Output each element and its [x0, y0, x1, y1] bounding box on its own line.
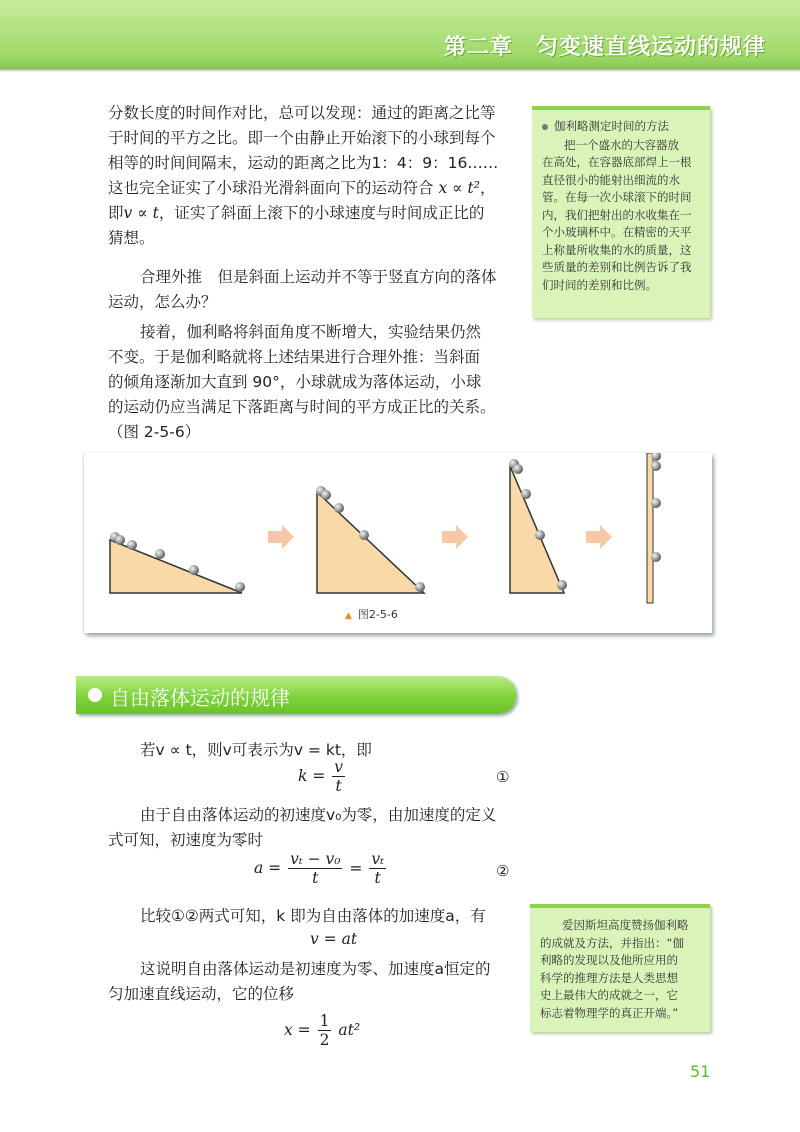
p1-comma: ，	[479, 179, 496, 197]
section-bullet-icon	[88, 688, 102, 702]
ball	[535, 530, 545, 540]
incline-ramp-2	[317, 492, 424, 593]
ball	[521, 489, 531, 499]
arrow-right-icon	[586, 525, 612, 549]
eq4-left: x =	[284, 1021, 311, 1039]
sidebar-note-line: 的成就及方法，并指出：“伽	[540, 935, 684, 950]
figure-2-5-6	[84, 453, 712, 633]
p3-line: （图 2-5-6）	[108, 423, 201, 441]
p1-line: 猜想。	[108, 229, 155, 247]
equation-1	[298, 758, 347, 795]
figure-caption	[345, 606, 398, 622]
sidebar-note-line: 管。在每一次小球滚下的时间	[542, 190, 692, 204]
ball	[321, 490, 331, 500]
p2-line: 运动，怎么办？	[108, 293, 217, 311]
equation-2	[254, 850, 388, 887]
eq1-left: k =	[298, 767, 326, 785]
eq4-fraction	[318, 1012, 332, 1049]
sidebar-note-line: 个小玻璃杯中。在精密的天平	[542, 225, 692, 239]
formula-x-prop-t2: x ∝ t²	[438, 179, 480, 197]
section-title: 自由落体运动的规律	[110, 686, 290, 710]
math-line-4b: 匀加速直线运动，它的位移	[108, 985, 295, 1003]
p2-line: 合理外推 但是斜面上运动并不等于竖直方向的落体	[140, 268, 497, 286]
sidebar-note-line: 直径很小的能射出细流的水	[542, 172, 680, 187]
eq1-denominator: t	[335, 777, 342, 795]
equation-number-2: ②	[496, 862, 510, 880]
p3-line: 的运动仍应当满足下落距离与时间的平方成正比的关系。	[108, 398, 496, 416]
math-line-3: 比较①②两式可知，k 即为自由落体的加速度a，有	[140, 907, 486, 925]
sidebar-note-title: 伽利略测定时间的方法	[554, 119, 669, 133]
ball	[235, 582, 245, 592]
sidebar-note-line: 上称量所收集的水的质量，这	[542, 242, 692, 257]
eq2-fraction-1	[288, 850, 342, 887]
equation-number-1: ①	[496, 768, 510, 786]
ball	[557, 580, 567, 590]
ball	[155, 549, 165, 559]
p1-ji: 即	[108, 204, 124, 222]
eq4-denominator: 2	[319, 1031, 330, 1049]
ball	[127, 540, 137, 550]
figure-caption-text: 图2-5-6	[357, 608, 398, 621]
ball	[513, 464, 523, 474]
ball	[334, 503, 344, 513]
paragraph-2	[108, 265, 520, 315]
ball	[189, 565, 199, 575]
paragraph-1	[108, 101, 520, 251]
p3-line: 的倾角逐渐加大直到 90°，小球就成为落体运动，小球	[108, 373, 482, 391]
sidebar-note-line: 把一个盛水的大容器放	[564, 137, 679, 152]
math-line-2b: 式可知，初速度为零时	[108, 831, 264, 849]
math-line-4a: 这说明自由落体运动是初速度为零、加速度a恒定的	[140, 960, 491, 978]
sidebar-note-line: 史上最伟大的成就之一，它	[540, 988, 678, 1002]
eq4-numerator: 1	[319, 1012, 330, 1030]
vertical-post	[647, 453, 653, 603]
math-line-2a: 由于自由落体运动的初速度v₀为零，由加速度的定义	[140, 806, 497, 824]
p1-line: 于时间的平方之比。即一个由静止开始滚下的小球到每个	[108, 129, 496, 147]
sidebar-note-einstein	[530, 904, 710, 1032]
chapter-title: 第二章 匀变速直线运动的规律	[443, 35, 766, 60]
ball	[415, 582, 425, 592]
eq1-numerator: v	[334, 758, 344, 776]
incline-ramp-3	[510, 466, 564, 593]
sidebar-note-line: 内，我们把射出的水收集在一	[542, 207, 692, 222]
p3-line: 不变。于是伽利略就将上述结果进行合理外推：当斜面	[108, 348, 481, 366]
p1-line-text: ，证实了斜面上滚下的小球速度与时间成正比的	[158, 204, 485, 222]
sidebar-note-line: 们时间的差别和比例。	[542, 277, 657, 292]
ball	[359, 530, 369, 540]
sidebar-note-line: 科学的推理方法是人类思想	[540, 970, 678, 985]
p1-line-text: 这也完全证实了小球沿光滑斜面向下的运动符合	[108, 179, 434, 197]
formula-v-prop-t: v ∝ t	[123, 204, 159, 222]
sidebar-note-timing	[532, 106, 710, 318]
p3-line: 接着，伽利略将斜面角度不断增大，实验结果仍然	[140, 323, 482, 341]
p1-line	[108, 201, 520, 226]
sidebar-note-line: 些质量的差别和比例告诉了我	[542, 260, 692, 274]
eq1-fraction	[332, 758, 345, 795]
eq2-fraction-2	[369, 850, 386, 887]
paragraph-3	[108, 320, 520, 445]
eq2-denominator-1: t	[312, 869, 319, 887]
arrow-right-icon	[442, 525, 468, 549]
eq2-numerator-1: vₜ − v₀	[290, 850, 341, 868]
p1-line	[108, 176, 520, 201]
sidebar-note-line: 在高处，在容器底部焊上一根	[542, 155, 692, 169]
page-number: 51	[690, 1062, 711, 1081]
bullet-icon	[542, 124, 548, 130]
p1-line: 分数长度的时间作对比，总可以发现：通过的距离之比等	[108, 104, 496, 122]
p1-line: 相等的时间间隔末，运动的距离之比为1：4：9：16……	[108, 154, 499, 172]
ball	[651, 498, 661, 508]
eq4-right: at²	[338, 1021, 361, 1039]
eq2-equals: =	[349, 859, 363, 877]
math-line-1: 若v ∝ t，则v可表示为v = kt，即	[140, 741, 372, 759]
triangle-icon: ▲	[345, 611, 352, 621]
sidebar-note-line: 爱因斯坦高度赞扬伽利略	[562, 918, 689, 932]
sidebar-note-line: 利略的发现以及他所应用的	[540, 953, 678, 967]
arrow-right-icon	[268, 525, 294, 549]
ball	[651, 461, 661, 471]
eq2-numerator-2: vₜ	[371, 850, 384, 868]
equation-4	[284, 1012, 360, 1049]
incline-figure-svg	[84, 453, 712, 633]
sidebar-note-line: 标志着物理学的真正开端。”	[540, 1005, 679, 1020]
ball	[651, 552, 661, 562]
sidebar-note-head	[542, 118, 701, 136]
ball	[115, 535, 125, 545]
eq2-left: a =	[254, 859, 282, 877]
header-shadow	[0, 68, 800, 72]
equation-3: v = at	[310, 930, 358, 948]
eq2-denominator-2: t	[374, 869, 381, 887]
